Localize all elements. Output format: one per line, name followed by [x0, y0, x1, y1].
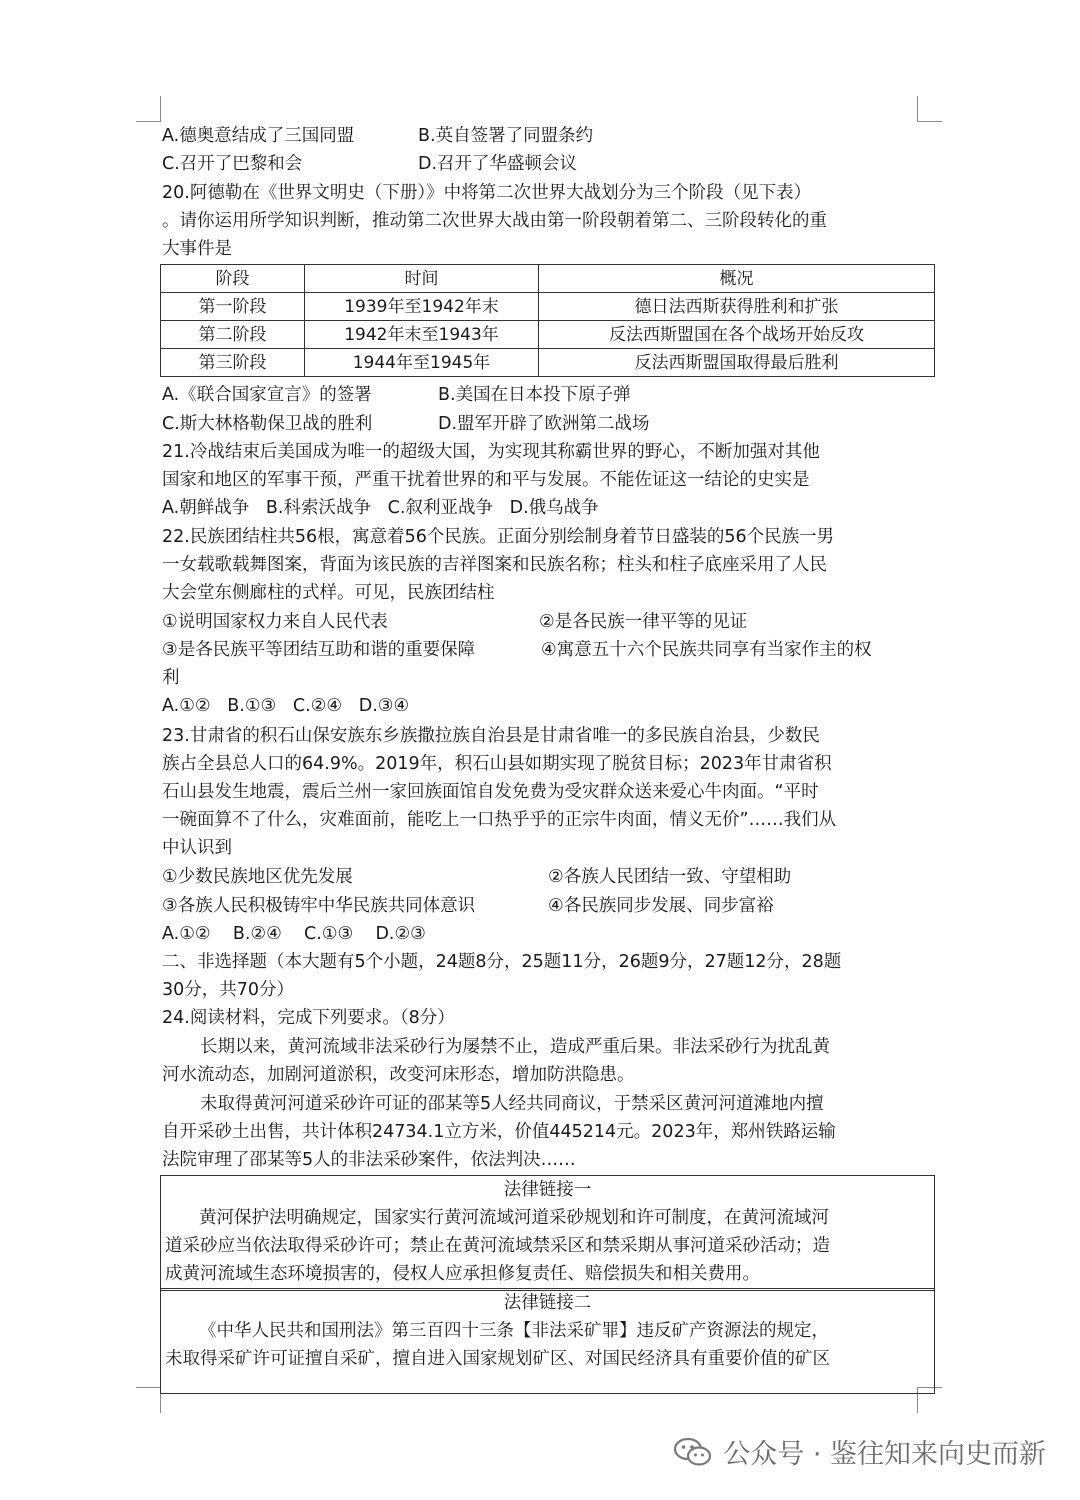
q20-option-c: C.斯大林格勒保卫战的胜利: [162, 414, 373, 434]
section-heading: 30分，共70分）: [162, 980, 295, 1000]
q24-paragraph-line: 法院审理了邵某等5人的非法采砂案件，依法判决……: [162, 1150, 576, 1170]
q24-paragraph-line: 长期以来，黄河流域非法采砂行为屡禁不止，造成严重后果。非法采砂行为扰乱黄: [200, 1037, 830, 1057]
law-link-box-1: [160, 1175, 935, 1291]
q23-item-3: ③各族人民积极铸牢中华民族共同体意识: [162, 896, 476, 916]
q22-item-3: ③是各民族平等团结互助和谐的重要保障: [162, 640, 476, 660]
q20-stem-line: 大事件是: [162, 239, 232, 259]
table-header-cell: 时间: [305, 265, 539, 293]
crop-mark: [136, 121, 161, 122]
q23-options: A.①② B.②④ C.①③ D.②③: [162, 924, 426, 944]
table-cell: 反法西斯盟国取得最后胜利: [539, 349, 935, 377]
q20-stem-line: 20.阿德勒在《世界文明史（下册）》中将第二次世界大战划分为三个阶段（见下表）: [162, 183, 812, 203]
crop-mark: [136, 1387, 161, 1388]
q20-stem-line: 。请你运用所学知识判断，推动第二次世界大战由第一阶段朝着第二、三阶段转化的重: [162, 211, 827, 231]
table-header-cell: 概况: [539, 265, 935, 293]
q19-option-c: C.召开了巴黎和会: [162, 154, 303, 174]
q23-stem-line: 一碗面算不了什么，灾难面前，能吃上一口热乎乎的正宗牛肉面，情义无价”……我们从: [162, 810, 837, 830]
table-row: [161, 349, 935, 377]
q19-option-b: B.英自签署了同盟条约: [418, 126, 594, 146]
table-row: [161, 321, 935, 349]
q21-stem-line: 21.冷战结束后美国成为唯一的超级大国，为实现其称霸世界的野心，不断加强对其他: [162, 442, 820, 462]
q19-option-a: A.德奥意结成了三国同盟: [162, 126, 355, 146]
table-row: [161, 293, 935, 321]
q22-options: A.①② B.①③ C.②④ D.③④: [162, 696, 410, 716]
q23-item-1: ①少数民族地区优先发展: [162, 867, 353, 887]
table-cell: 第二阶段: [161, 321, 305, 349]
crop-mark: [160, 96, 161, 122]
table-cell: 第一阶段: [161, 293, 305, 321]
crop-mark: [917, 121, 942, 122]
q23-stem-line: 族占全县总人口的64.9%。2019年，积石山县如期实现了脱贫目标；2023年甘肃省积: [162, 754, 832, 774]
q24-paragraph-line: 河水流动态，加剧河道淤积，改变河床形态，增加防洪隐患。: [162, 1065, 635, 1085]
table-cell: 反法西斯盟国在各个战场开始反攻: [539, 321, 935, 349]
table-cell: 第三阶段: [161, 349, 305, 377]
table-header-cell: 阶段: [161, 265, 305, 293]
q23-stem-line: 石山县发生地震，震后兰州一家回族面馆自发免费为受灾群众送来爱心牛肉面。“平时: [162, 782, 819, 802]
wechat-icon: [673, 1436, 713, 1468]
q22-item-1: ①说明国家权力来自人民代表: [162, 612, 388, 632]
law-link-line: 黄河保护法明确规定，国家实行黄河流域河道采砂规划和许可制度，在黄河流域河: [199, 1208, 829, 1228]
watermark: [673, 1432, 1046, 1471]
q23-item-4: ④各民族同步发展、同步富裕: [548, 896, 774, 916]
q23-stem-line: 23.甘肃省的积石山保安族东乡族撒拉族自治县是甘肃省唯一的多民族自治县，少数民: [162, 726, 820, 746]
q21-stem-line: 国家和地区的军事干预，严重干扰着世界的和平与发展。不能佐证这一结论的史实是: [162, 470, 810, 490]
q20-option-b: B.美国在日本投下原子弹: [438, 385, 631, 405]
q21-options: A.朝鲜战争 B.科索沃战争 C.叙利亚战争 D.俄乌战争: [162, 498, 599, 518]
law-link-line: 成黄河流域生态环境损害的，侵权人应承担修复责任、赔偿损失和相关费用。: [165, 1264, 760, 1284]
table-header-row: [161, 265, 935, 293]
q22-item-2: ②是各民族一律平等的见证: [539, 612, 748, 632]
law-link-line: 《中华人民共和国刑法》第三百四十三条【非法采矿罪】违反矿产资源法的规定，: [199, 1321, 829, 1341]
q22-stem-line: 大会堂东侧廊柱的式样。可见，民族团结柱: [162, 583, 495, 603]
table-cell: 1939年至1942年末: [305, 293, 539, 321]
q22-item-4-cont: 利: [162, 668, 180, 688]
q22-stem-line: 22.民族团结柱共56根，寓意着56个民族。正面分别绘制身着节日盛装的56个民族一男: [162, 527, 835, 547]
war-stages-table: [160, 264, 935, 377]
law-link-title: 法律链接一: [503, 1180, 592, 1200]
q24-paragraph-line: 自开采砂土出售，共计体积24734.1立方米，价值445214元。2023年，郑州铁路运输: [162, 1122, 836, 1142]
law-link-title: 法律链接二: [503, 1293, 592, 1313]
law-link-box-2: [160, 1288, 935, 1394]
q19-option-d: D.召开了华盛顿会议: [418, 154, 578, 174]
q23-stem-line: 中认识到: [162, 838, 232, 858]
q22-stem-line: 一女载歌载舞图案，背面为该民族的吉祥图案和民族名称；柱头和柱子底座采用了人民: [162, 555, 827, 575]
watermark-text: 公众号 · 鉴往知来向史而新: [723, 1439, 1046, 1470]
q22-item-4: ④寓意五十六个民族共同享有当家作主的权: [541, 640, 872, 660]
table-cell: 德日法西斯获得胜利和扩张: [539, 293, 935, 321]
table-cell: 1944年至1945年: [305, 349, 539, 377]
law-link-line: 道采砂应当依法取得采砂许可；禁止在黄河流域禁采区和禁采期从事河道采砂活动；造: [165, 1236, 830, 1256]
q20-option-d: D.盟军开辟了欧洲第二战场: [438, 414, 650, 434]
crop-mark: [917, 96, 918, 122]
q24-paragraph-line: 未取得黄河河道采砂许可证的邵某等5人经共同商议，于禁采区黄河河道滩地内擅: [200, 1094, 824, 1114]
section-heading: 二、非选择题（本大题有5个小题，24题8分，25题11分，26题9分，27题12分，28题: [162, 952, 842, 972]
q24-title: 24.阅读材料，完成下列要求。（8分）: [162, 1008, 455, 1028]
law-link-line: 未取得采矿许可证擅自采矿，擅自进入国家规划矿区、对国民经济具有重要价值的矿区: [165, 1349, 830, 1369]
q23-item-2: ②各族人民团结一致、守望相助: [548, 867, 792, 887]
q20-option-a: A.《联合国家宣言》的签署: [162, 385, 372, 405]
table-cell: 1942年末至1943年: [305, 321, 539, 349]
